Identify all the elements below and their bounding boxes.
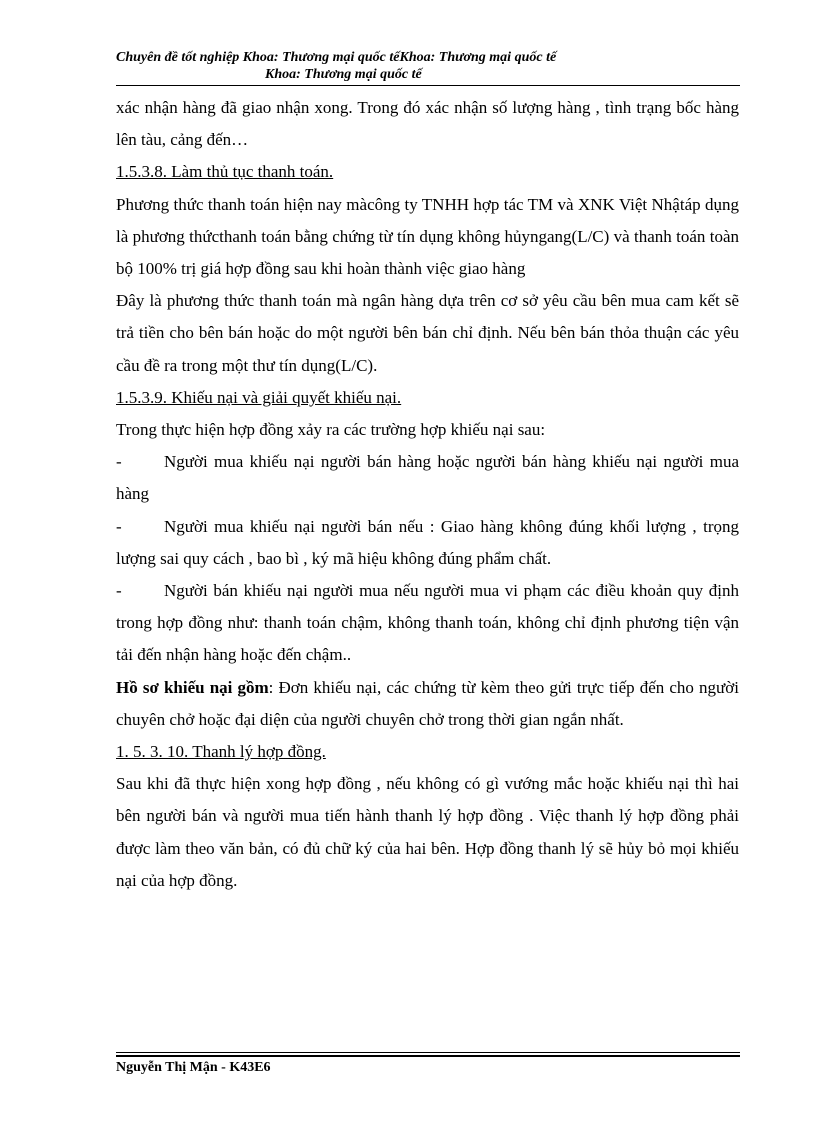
header-line-2: Khoa: Thương mại quốc tế [265, 67, 422, 82]
paragraph-complaint-cases: Trong thực hiện hợp đồng xảy ra các trường hợp khiếu nại sau: [116, 420, 546, 440]
footer-divider-thick [116, 1055, 740, 1057]
list-item-text: Người mua khiếu nại người bán hàng hoặc người bán hàng khiếu nại người mua hàng [116, 452, 739, 504]
complaint-documents-text: : Đơn khiếu nại, các chứng từ kèm theo gửi trực tiếp đến cho người chuyên chở hoặc đại diện của người chuyên chở trong thời gian ngắn nhất. [116, 677, 739, 729]
dash-marker: - [116, 581, 122, 601]
dash-marker: - [116, 452, 122, 472]
footer-divider-thin [116, 1052, 740, 1053]
section-heading-payment: 1.5.3.8. Làm thủ tục thanh toán. [116, 162, 334, 182]
section-heading-liquidation: 1. 5. 3. 10. Thanh lý hợp đồng. [116, 742, 326, 762]
list-item [116, 575, 739, 672]
list-item-text: Người mua khiếu nại người bán nếu : Giao hàng không đúng khối lượng , trọng lượng sai quy cách , bao bì , ký mã hiệu không đúng phẩm chất. [116, 516, 739, 568]
footer-author: Nguyễn Thị Mận - K43E6 [116, 1060, 271, 1075]
complaint-documents-label: Hồ sơ khiếu nại gồm [116, 677, 269, 697]
list-item [116, 511, 739, 575]
page-body [116, 92, 739, 897]
header-line-1: Chuyên đề tốt nghiệp Khoa: Thương mại quốc tếKhoa: Thương mại quốc tế [116, 50, 557, 65]
paragraph-complaint-documents [116, 672, 739, 736]
paragraph-payment-method: Phương thức thanh toán hiện nay màcông ty TNHH hợp tác TM và XNK Việt Nhậtáp dụng là phương thứcthanh toán bằng chứng từ tín dụng không hủyngang(L/C) và thanh toán toàn bộ 100% trị giá hợp đồng sau khi hoàn thành việc giao hàng [116, 194, 739, 279]
page-header [116, 49, 740, 83]
header-divider [116, 85, 740, 86]
paragraph-liquidation: Sau khi đã thực hiện xong hợp đồng , nếu không có gì vướng mắc hoặc khiếu nại thì hai bên người bán và người mua tiến hành thanh lý hợp đồng . Việc thanh lý hợp đồng phải được làm theo văn bản, có đủ chữ ký của hai bên. Hợp đồng thanh lý sẽ hủy bỏ mọi khiếu nại của hợp đồng. [116, 774, 739, 890]
section-heading-complaints: 1.5.3.9. Khiếu nại và giải quyết khiếu nại. [116, 387, 402, 407]
dash-marker: - [116, 516, 122, 536]
paragraph-lc-description: Đây là phương thức thanh toán mà ngân hàng dựa trên cơ sở yêu cầu bên mua cam kết sẽ trả tiền cho bên bán hoặc do một người bên bán chỉ định. Nếu bên bán thỏa thuận các yêu cầu đề ra trong một thư tín dụng(L/C). [116, 291, 739, 375]
paragraph-confirmation: xác nhận hàng đã giao nhận xong. Trong đó xác nhận số lượng hàng , tình trạng bốc hàng lên tàu, cảng đến… [116, 98, 739, 150]
list-item [116, 446, 739, 510]
list-item-text: Người bán khiếu nại người mua nếu người mua vi phạm các điều khoản quy định trong hợp đồng như: thanh toán chậm, không thanh toán, không chỉ định phương tiện vận tải đến nhận hàng hoặc đến chậm.. [116, 581, 739, 665]
